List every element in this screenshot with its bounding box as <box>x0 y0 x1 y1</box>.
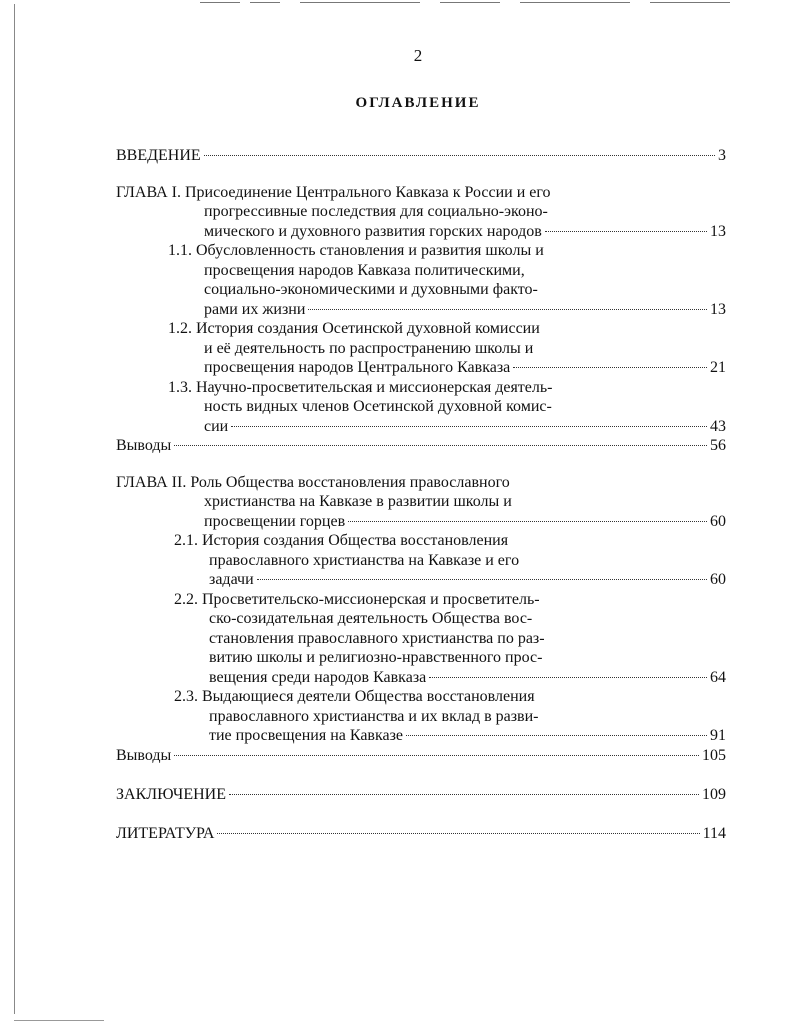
toc-leader-dots <box>308 309 707 310</box>
toc-line: христианства на Кавказе в развитии школы и <box>204 493 512 510</box>
toc-line: православного христианства и их вклад в разви- <box>209 707 539 725</box>
toc-line: 2.1. История создания Общества восстановления <box>174 532 509 549</box>
toc-leader-dots <box>174 445 707 446</box>
page-number: 2 <box>413 46 423 65</box>
toc-line: ность видных членов Осетинской духовной комис- <box>204 398 552 415</box>
scan-mark <box>440 2 500 3</box>
toc-leader-dots <box>406 735 707 736</box>
scan-edge-bottom <box>14 1020 104 1021</box>
table-of-contents <box>116 146 726 843</box>
toc-label: ВВЕДЕНИЕ <box>116 147 201 164</box>
toc-page-number: 64 <box>710 668 726 686</box>
scan-mark <box>650 2 730 3</box>
toc-page-number: 13 <box>710 300 726 318</box>
toc-leader-dots <box>513 367 707 368</box>
scan-edge-left <box>14 4 15 1014</box>
toc-line: вещения среди народов Кавказа <box>209 668 427 686</box>
toc-leader-dots <box>231 426 707 427</box>
toc-leader-dots <box>217 833 699 834</box>
toc-entry-intro[interactable] <box>116 146 726 166</box>
page-title: ОГЛАВЛЕНИЕ <box>355 95 481 111</box>
toc-entry-section-1-1[interactable] <box>116 241 726 319</box>
toc-page-number: 60 <box>710 571 726 588</box>
toc-line: 1.2. История создания Осетинской духовной комиссии <box>168 320 540 337</box>
toc-page-number: 13 <box>710 222 726 240</box>
toc-page-number: 56 <box>710 437 726 454</box>
toc-leader-dots <box>229 794 699 795</box>
toc-entry-section-2-2[interactable] <box>116 590 726 688</box>
toc-line: просвещении горцев <box>204 512 346 530</box>
toc-label: ЛИТЕРАТУРА <box>116 824 215 842</box>
toc-page-number: 109 <box>702 786 726 803</box>
toc-line: просвещения народов Центрального Кавказа <box>204 359 511 376</box>
toc-entry-literature[interactable] <box>116 824 726 844</box>
toc-line: и её деятельность по распространению школы и <box>204 339 534 357</box>
toc-line: ско-созидательная деятельность Общества вос- <box>209 610 533 627</box>
toc-line: витию школы и религиозно-нравственного прос- <box>209 649 543 666</box>
toc-entry-chapter-1[interactable] <box>116 183 726 242</box>
toc-line: становления православного христианства по раз- <box>209 629 545 647</box>
toc-line: задачи <box>209 571 254 588</box>
toc-page-number: 105 <box>702 746 726 764</box>
toc-line: православного христианства на Кавказе и его <box>209 551 520 569</box>
toc-page-number: 60 <box>710 512 726 530</box>
toc-leader-dots <box>348 521 707 522</box>
scan-mark <box>250 2 280 3</box>
scan-mark <box>300 2 420 3</box>
toc-line: рами их жизни <box>204 300 306 318</box>
toc-page-number: 21 <box>710 359 726 376</box>
toc-label: ЗАКЛЮЧЕНИЕ <box>116 786 226 803</box>
toc-page-number: 114 <box>702 824 726 842</box>
toc-entry-section-1-3[interactable] <box>116 378 726 437</box>
toc-leader-dots <box>204 155 715 156</box>
toc-line: 2.3. Выдающиеся деятели Общества восстановления <box>174 688 535 705</box>
toc-page-number: 3 <box>718 147 726 164</box>
toc-line: 1.3. Научно-просветительская и миссионерская деятель- <box>168 378 553 396</box>
toc-leader-dots <box>545 231 707 232</box>
toc-label: Выводы <box>116 437 172 454</box>
toc-line: просвещения народов Кавказа политическими, <box>204 261 525 279</box>
toc-line: ГЛАВА II. Роль Общества восстановления православного <box>116 473 510 491</box>
toc-line: социально-экономическими и духовными факто- <box>204 281 538 298</box>
toc-entry-section-2-3[interactable] <box>116 687 726 746</box>
toc-line: 2.2. Просветительско-миссионерская и просветитель- <box>174 590 540 608</box>
toc-leader-dots <box>429 677 707 678</box>
toc-line: ГЛАВА I. Присоединение Центрального Кавказа к России и его <box>116 183 551 201</box>
toc-page-number: 91 <box>710 727 726 744</box>
toc-page-number: 43 <box>710 417 726 435</box>
scan-mark <box>200 2 240 3</box>
toc-entry-conclusions-2[interactable] <box>116 746 726 766</box>
toc-line: мического и духовного развития горских народов <box>204 222 542 240</box>
toc-entry-conclusion[interactable] <box>116 785 726 805</box>
toc-line: прогрессивные последствия для социально-эконо- <box>204 203 548 220</box>
toc-line: 1.1. Обусловленность становления и развития школы и <box>168 242 544 259</box>
toc-entry-conclusions-1[interactable] <box>116 436 726 456</box>
toc-entry-chapter-2[interactable] <box>116 473 726 532</box>
toc-line: тие просвещения на Кавказе <box>209 727 404 744</box>
toc-label: Выводы <box>116 746 172 764</box>
toc-leader-dots <box>257 579 707 580</box>
scan-mark <box>520 2 630 3</box>
toc-entry-section-1-2[interactable] <box>116 319 726 378</box>
toc-entry-section-2-1[interactable] <box>116 531 726 590</box>
toc-leader-dots <box>174 755 699 756</box>
scan-edge-top <box>0 0 796 6</box>
toc-line: сии <box>204 417 229 435</box>
